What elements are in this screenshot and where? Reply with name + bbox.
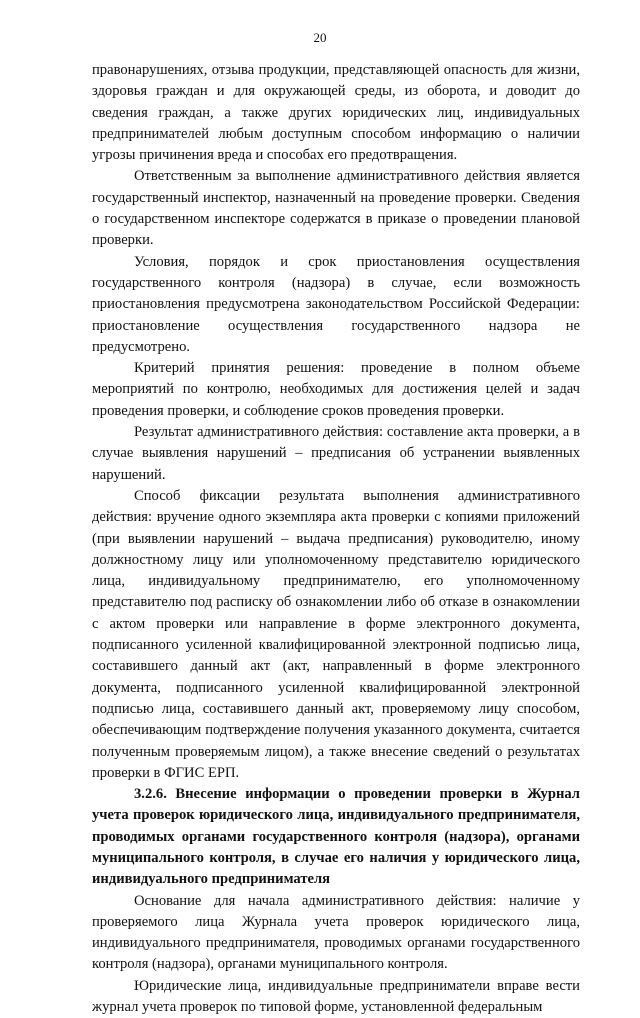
page-number: 20: [313, 30, 327, 45]
paragraph-continuation: правонарушениях, отзыва продукции, представляющей опасность для жизни, здоровья граждан и для окружающей среды, из оборота, и доводит до сведения граждан, а также других юридических лиц, индивидуальных предпринимателей любым доступным способом информацию о наличии угрозы причинения вреда и способах его предотвращения.: [92, 62, 580, 164]
paragraph-suspension-conditions: Условия, порядок и срок приостановления осуществления государственного контроля (надзора) в случае, если возможность приостановления предусмотрена законодательством Российской Федерации: приостановление осуществления государственного надзора не предусмотрено.: [92, 253, 580, 355]
paragraph-responsible: Ответственным за выполнение административного действия является государственный инспектор, назначенный на проведение проверки. Сведения о государственном инспекторе содержатся в приказе о проведении плановой проверки.: [92, 168, 580, 249]
paragraph-action-basis: Основание для начала административного действия: наличие у проверяемого лица Журнала учета проверок юридического лица, индивидуального предпринимателя, проводимых органами государственного контроля (надзора), органами муниципального контроля.: [92, 892, 580, 973]
paragraph-decision-criterion: Критерий принятия решения: проведение в полном объеме мероприятий по контролю, необходимых для достижения целей и задач проведения проверки, и соблюдение сроков проведения проверки.: [92, 360, 580, 419]
document-body: [92, 60, 580, 1018]
paragraph-result-recording: Способ фиксации результата выполнения административного действия: вручение одного экземпляра акта проверки с копиями приложений (при выявлении нарушений – выдача предписания) руководителю, иному должностному лицу или уполномоченному представителю юридического лица, индивидуальному предпринимателю, его уполномоченному представителю под расписку об ознакомлении либо об отказе в ознакомлении с актом проверки или направление в форме электронного документа, подписанного усиленной квалифицированной электронной подписью лица, составившего данный акт (акт, направленный в форме электронного документа, подписанного усиленной квалифицированной электронной подписью лица, составившего данный акт, проверяемому лицу способом, обеспечивающим подтверждение получения указанного документа, считается полученным проверяемым лицом), а также внесение сведений о результатах проверки в ФГИС ЕРП.: [92, 487, 580, 781]
paragraph-action-result: Результат административного действия: составление акта проверки, а в случае выявления нарушений – предписания об устранении выявленных нарушений.: [92, 424, 580, 483]
section-heading-3-2-6: 3.2.6. Внесение информации о проведении проверки в Журнал учета проверок юридического лица, индивидуального предпринимателя, проводимых органами государственного контроля (надзора), органами муниципального контроля, в случае его наличия у юридического лица, индивидуального предпринимателя: [92, 786, 580, 888]
paragraph-journal-keeping: Юридические лица, индивидуальные предприниматели вправе вести журнал учета проверок по типовой форме, установленной федеральным: [92, 977, 580, 1016]
